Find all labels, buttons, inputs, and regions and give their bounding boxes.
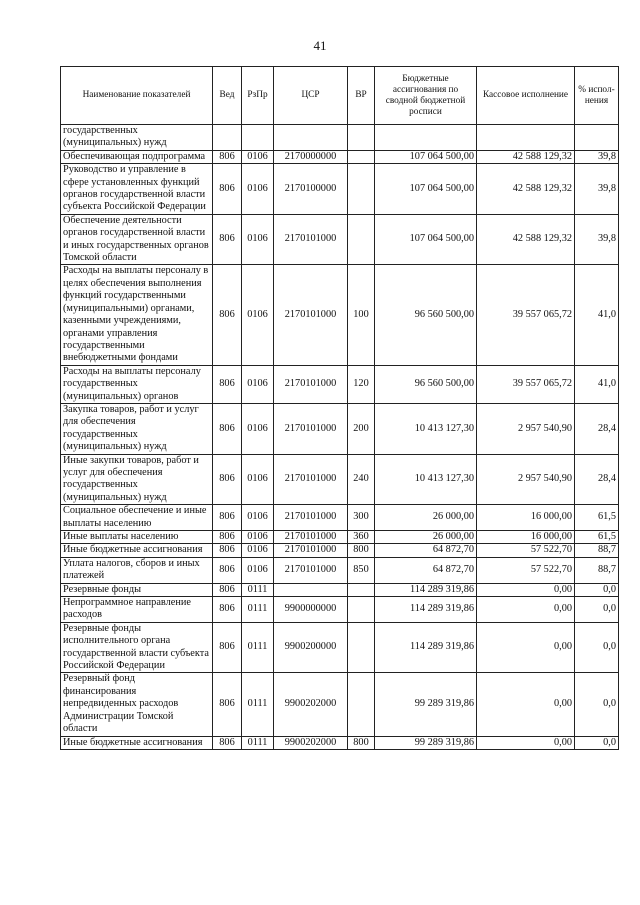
row-percent: 41,0 <box>575 265 619 365</box>
row-vr <box>348 622 375 673</box>
row-rzpr: 0106 <box>242 557 274 583</box>
row-budget: 114 289 319,86 <box>375 597 477 623</box>
row-rzpr: 0111 <box>242 597 274 623</box>
row-rzpr: 0106 <box>242 403 274 454</box>
table-header-row <box>61 67 619 125</box>
row-percent: 39,8 <box>575 150 619 163</box>
row-cash: 57 522,70 <box>477 544 575 557</box>
row-ved: 806 <box>213 622 242 673</box>
row-cash: 2 957 540,90 <box>477 403 575 454</box>
table-row <box>61 597 619 623</box>
row-csr <box>274 583 348 596</box>
row-budget <box>375 125 477 151</box>
row-percent: 0,0 <box>575 622 619 673</box>
row-name: Обеспечение деятельности органов государственной власти и иных государственных органов Томской области <box>61 214 213 265</box>
row-vr <box>348 125 375 151</box>
row-name: Иные закупки товаров, работ и услуг для обеспечения государственных (муниципальных) нужд <box>61 454 213 505</box>
row-vr: 200 <box>348 403 375 454</box>
row-csr: 2170101000 <box>274 505 348 531</box>
row-ved: 806 <box>213 583 242 596</box>
row-vr: 850 <box>348 557 375 583</box>
row-name: Социальное обеспечение и иные выплаты населению <box>61 505 213 531</box>
row-csr <box>274 125 348 151</box>
table-row <box>61 265 619 365</box>
row-percent: 61,5 <box>575 531 619 544</box>
row-rzpr: 0106 <box>242 164 274 215</box>
row-name: Иные бюджетные ассигнования <box>61 736 213 749</box>
header-ved: Вед <box>213 67 242 125</box>
row-name: государственных (муниципальных) нужд <box>61 125 213 151</box>
row-name: Иные выплаты населению <box>61 531 213 544</box>
row-rzpr: 0106 <box>242 365 274 403</box>
row-csr: 2170100000 <box>274 164 348 215</box>
budget-execution-table <box>60 66 619 750</box>
row-csr: 2170101000 <box>274 214 348 265</box>
row-percent: 28,4 <box>575 454 619 505</box>
row-rzpr: 0106 <box>242 150 274 163</box>
table-row <box>61 583 619 596</box>
row-name: Расходы на выплаты персоналу в целях обеспечения выполнения функций государственными (муниципальными) органами, казенными учреждениями, органами управления государственными внебюджетными фондами <box>61 265 213 365</box>
row-csr: 2170101000 <box>274 265 348 365</box>
row-rzpr: 0111 <box>242 673 274 736</box>
table-row <box>61 622 619 673</box>
row-cash: 42 588 129,32 <box>477 150 575 163</box>
row-csr: 2170101000 <box>274 531 348 544</box>
row-percent: 88,7 <box>575 557 619 583</box>
row-ved: 806 <box>213 597 242 623</box>
table-row <box>61 214 619 265</box>
row-rzpr: 0106 <box>242 505 274 531</box>
row-budget: 114 289 319,86 <box>375 622 477 673</box>
row-ved: 806 <box>213 214 242 265</box>
row-budget: 96 560 500,00 <box>375 365 477 403</box>
row-percent: 41,0 <box>575 365 619 403</box>
row-rzpr: 0106 <box>242 214 274 265</box>
row-budget: 26 000,00 <box>375 531 477 544</box>
row-vr <box>348 214 375 265</box>
row-vr <box>348 673 375 736</box>
row-name: Обеспечивающая подпрограмма <box>61 150 213 163</box>
row-budget: 64 872,70 <box>375 557 477 583</box>
row-percent: 0,0 <box>575 673 619 736</box>
row-percent: 0,0 <box>575 583 619 596</box>
row-ved <box>213 125 242 151</box>
row-ved: 806 <box>213 544 242 557</box>
row-percent: 61,5 <box>575 505 619 531</box>
row-cash: 39 557 065,72 <box>477 265 575 365</box>
row-csr: 2170000000 <box>274 150 348 163</box>
row-ved: 806 <box>213 736 242 749</box>
table-row <box>61 125 619 151</box>
row-name: Резервный фонд финансирования непредвиденных расходов Администрации Томской области <box>61 673 213 736</box>
table-row <box>61 164 619 215</box>
row-percent <box>575 125 619 151</box>
header-vr: ВР <box>348 67 375 125</box>
row-percent: 39,8 <box>575 214 619 265</box>
header-rzpr: РзПр <box>242 67 274 125</box>
row-vr: 120 <box>348 365 375 403</box>
row-csr: 9900000000 <box>274 597 348 623</box>
row-cash: 39 557 065,72 <box>477 365 575 403</box>
row-vr: 300 <box>348 505 375 531</box>
row-csr: 2170101000 <box>274 544 348 557</box>
header-percent: % испол-нения <box>575 67 619 125</box>
row-rzpr: 0106 <box>242 531 274 544</box>
row-ved: 806 <box>213 454 242 505</box>
row-rzpr <box>242 125 274 151</box>
header-budget: Бюджетные ассигнования по сводной бюджетной росписи <box>375 67 477 125</box>
row-vr <box>348 583 375 596</box>
row-cash: 42 588 129,32 <box>477 164 575 215</box>
row-name: Иные бюджетные ассигнования <box>61 544 213 557</box>
row-name: Закупка товаров, работ и услуг для обеспечения государственных (муниципальных) нужд <box>61 403 213 454</box>
row-budget: 10 413 127,30 <box>375 403 477 454</box>
row-percent: 39,8 <box>575 164 619 215</box>
row-vr <box>348 164 375 215</box>
row-budget: 64 872,70 <box>375 544 477 557</box>
header-name: Наименование показателей <box>61 67 213 125</box>
row-cash: 0,00 <box>477 622 575 673</box>
row-percent: 88,7 <box>575 544 619 557</box>
row-budget: 114 289 319,86 <box>375 583 477 596</box>
row-rzpr: 0106 <box>242 454 274 505</box>
row-ved: 806 <box>213 531 242 544</box>
page-number: 41 <box>313 38 327 53</box>
row-rzpr: 0106 <box>242 544 274 557</box>
row-rzpr: 0111 <box>242 736 274 749</box>
row-name: Резервные фонды исполнительного органа государственной власти субъекта Российской Федерации <box>61 622 213 673</box>
row-cash: 16 000,00 <box>477 505 575 531</box>
row-vr: 800 <box>348 736 375 749</box>
row-vr: 360 <box>348 531 375 544</box>
row-cash: 0,00 <box>477 583 575 596</box>
row-rzpr: 0111 <box>242 583 274 596</box>
header-csr: ЦСР <box>274 67 348 125</box>
row-percent: 0,0 <box>575 597 619 623</box>
row-ved: 806 <box>213 150 242 163</box>
row-ved: 806 <box>213 164 242 215</box>
row-vr <box>348 597 375 623</box>
row-cash: 0,00 <box>477 736 575 749</box>
row-budget: 107 064 500,00 <box>375 164 477 215</box>
row-csr: 9900200000 <box>274 622 348 673</box>
table-row <box>61 150 619 163</box>
row-csr: 2170101000 <box>274 454 348 505</box>
row-name: Уплата налогов, сборов и иных платежей <box>61 557 213 583</box>
row-percent: 0,0 <box>575 736 619 749</box>
row-ved: 806 <box>213 505 242 531</box>
row-vr: 800 <box>348 544 375 557</box>
row-budget: 107 064 500,00 <box>375 150 477 163</box>
row-name: Непрограммное направление расходов <box>61 597 213 623</box>
table-row <box>61 505 619 531</box>
table-row <box>61 673 619 736</box>
row-csr: 9900202000 <box>274 673 348 736</box>
row-ved: 806 <box>213 265 242 365</box>
row-ved: 806 <box>213 673 242 736</box>
header-cash: Кассовое исполнение <box>477 67 575 125</box>
row-csr: 9900202000 <box>274 736 348 749</box>
table-row <box>61 365 619 403</box>
row-budget: 26 000,00 <box>375 505 477 531</box>
row-budget: 10 413 127,30 <box>375 454 477 505</box>
table-row <box>61 736 619 749</box>
row-csr: 2170101000 <box>274 403 348 454</box>
row-vr: 100 <box>348 265 375 365</box>
row-name: Резервные фонды <box>61 583 213 596</box>
row-name: Руководство и управление в сфере установленных функций органов государственной власти субъекта Российской Федерации <box>61 164 213 215</box>
row-csr: 2170101000 <box>274 557 348 583</box>
row-ved: 806 <box>213 557 242 583</box>
row-percent: 28,4 <box>575 403 619 454</box>
table-row <box>61 531 619 544</box>
row-cash: 57 522,70 <box>477 557 575 583</box>
row-budget: 96 560 500,00 <box>375 265 477 365</box>
row-name: Расходы на выплаты персоналу государственных (муниципальных) органов <box>61 365 213 403</box>
row-cash: 0,00 <box>477 597 575 623</box>
row-budget: 99 289 319,86 <box>375 736 477 749</box>
row-cash: 0,00 <box>477 673 575 736</box>
row-cash: 16 000,00 <box>477 531 575 544</box>
row-csr: 2170101000 <box>274 365 348 403</box>
row-cash: 2 957 540,90 <box>477 454 575 505</box>
row-budget: 107 064 500,00 <box>375 214 477 265</box>
table-row <box>61 403 619 454</box>
row-rzpr: 0106 <box>242 265 274 365</box>
row-cash: 42 588 129,32 <box>477 214 575 265</box>
table-row <box>61 454 619 505</box>
row-vr: 240 <box>348 454 375 505</box>
table-row <box>61 557 619 583</box>
row-rzpr: 0111 <box>242 622 274 673</box>
row-budget: 99 289 319,86 <box>375 673 477 736</box>
row-vr <box>348 150 375 163</box>
row-ved: 806 <box>213 403 242 454</box>
row-ved: 806 <box>213 365 242 403</box>
table-row <box>61 544 619 557</box>
row-cash <box>477 125 575 151</box>
